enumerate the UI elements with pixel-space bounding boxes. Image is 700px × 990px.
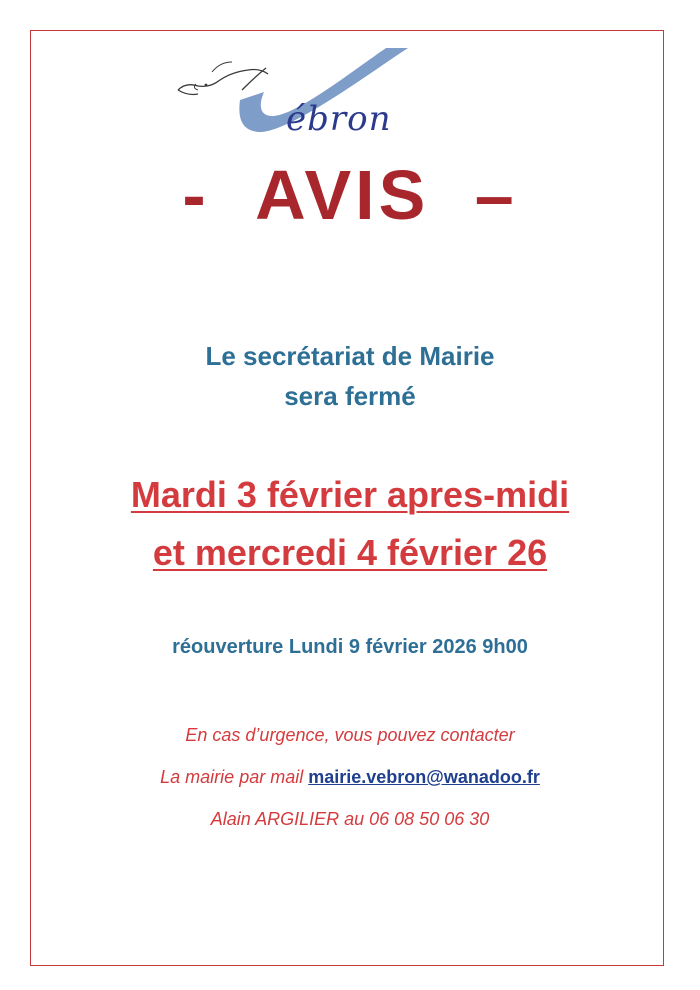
contact-mail-prefix: La mairie par mail <box>160 767 304 787</box>
emergency-contact <box>0 718 700 844</box>
contact-intro: En cas d’urgence, vous pouvez contacter <box>185 725 515 745</box>
reopening-notice: réouverture Lundi 9 février 2026 9h00 <box>172 636 528 658</box>
email-link[interactable]: mairie.vebron@wanadoo.fr <box>308 767 540 787</box>
title-dash-right: – <box>474 156 518 234</box>
title-dash-left: - <box>182 156 210 234</box>
closure-notice <box>0 336 700 416</box>
contact-mail-line <box>0 760 700 802</box>
date-line-1: Mardi 3 février apres-midi <box>130 474 570 515</box>
closure-line-1: Le secrétariat de Mairie <box>205 341 495 371</box>
title-text: AVIS <box>255 156 430 234</box>
notice-title <box>0 150 700 240</box>
contact-phone: Alain ARGILIER au 06 08 50 06 30 <box>210 809 490 829</box>
closure-dates <box>0 466 700 582</box>
vebron-logo <box>168 44 488 144</box>
logo-wordmark: ébron <box>286 99 392 139</box>
closure-line-2: sera fermé <box>284 381 416 411</box>
date-line-2: et mercredi 4 février 26 <box>152 532 548 573</box>
